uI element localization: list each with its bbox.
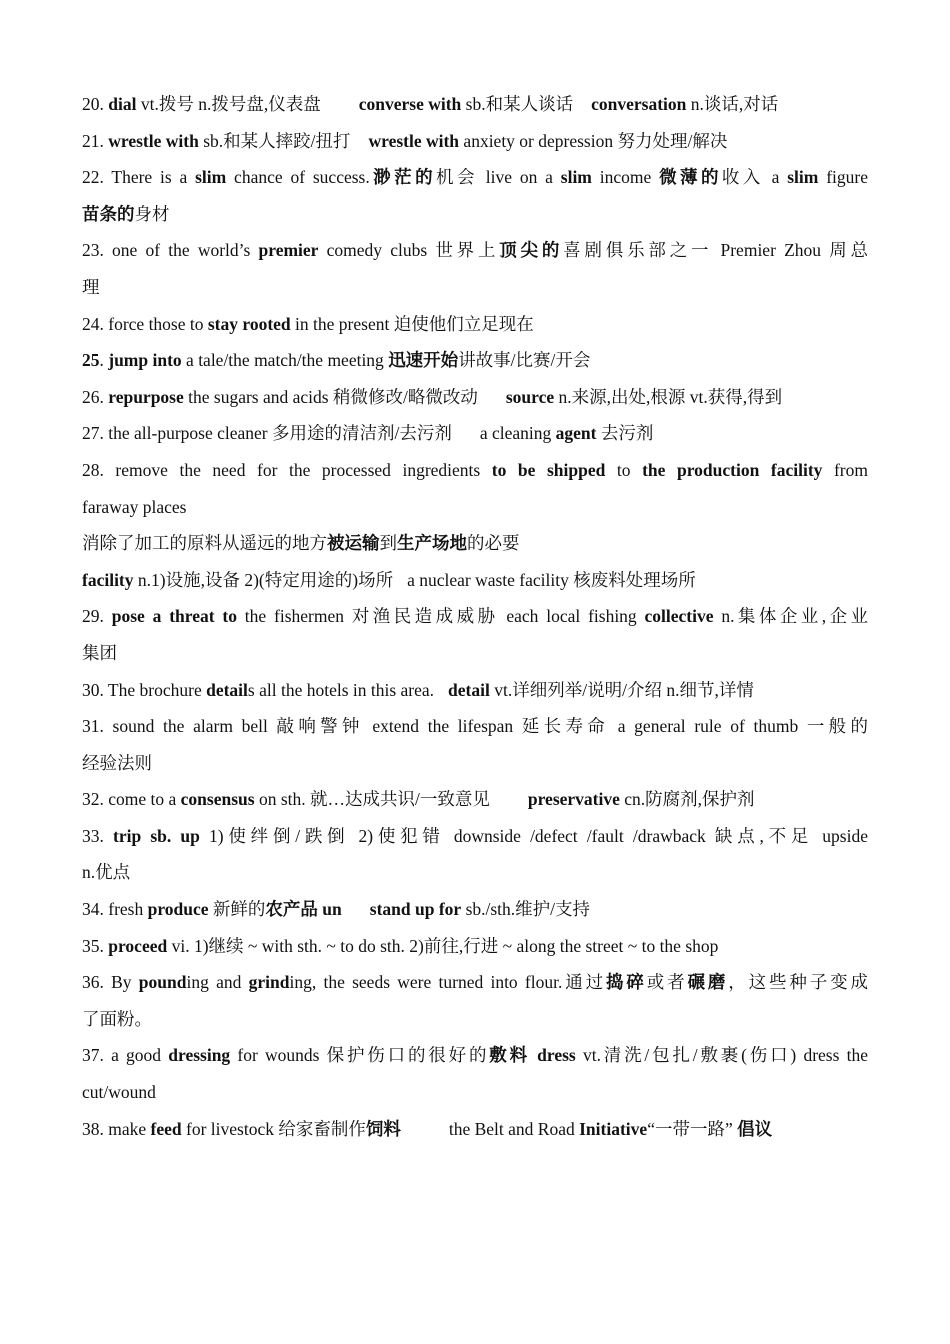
bold-term: the production facility (642, 459, 823, 480)
bold-term: detail (206, 679, 248, 700)
text-segment: 经验法则 (82, 752, 152, 773)
bold-term: to be shipped (491, 459, 606, 480)
text-segment: income (591, 167, 660, 188)
text-segment: 28. remove the need for the processed ingredients (82, 459, 492, 480)
text-segment: a tale/the match/the meeting (181, 350, 389, 371)
text-segment: a general rule of thumb 一般的 (617, 716, 868, 737)
text-segment: 29. (82, 606, 112, 627)
bold-term: slim (560, 167, 592, 188)
text-segment: 23. one of the world’s (82, 240, 259, 261)
bold-term: feed (150, 1118, 182, 1139)
text-segment: n.来源,出处,根源 vt.获得,得到 (554, 386, 783, 407)
text-line (82, 745, 868, 782)
text-segment: anxiety or depression 努力处理/解决 (459, 130, 728, 151)
bold-term: pose a threat to (111, 606, 237, 627)
text-line (82, 86, 868, 123)
text-segment: on sth. 就…达成共识/一致意见 (254, 789, 490, 810)
text-line (82, 342, 868, 379)
text-segment: 26. (82, 386, 109, 407)
text-line (82, 1074, 868, 1111)
text-segment: extend the lifespan 延长寿命 (372, 716, 618, 737)
bold-term: 25 (82, 350, 100, 371)
bold-term: stand up for (369, 899, 462, 920)
bold-term: pound (138, 972, 187, 993)
text-segment: ，这些种子变成 (728, 972, 868, 993)
text-segment: ing, the seeds were turned into flour.通过 (289, 972, 606, 993)
text-segment: sb.和某人谈话 (461, 94, 574, 114)
text-line (82, 1001, 868, 1038)
bold-term: 敷料 (489, 1045, 530, 1066)
bold-term: source (505, 386, 555, 407)
text-segment: 36. By (82, 972, 139, 993)
text-segment: 1)使绊倒/跌倒 2)使犯错 (199, 825, 454, 846)
text-segment: 24. force those to (82, 313, 208, 334)
bold-term: 微薄的 (659, 167, 722, 188)
bold-term: facility (82, 569, 134, 590)
text-line (82, 232, 868, 269)
bold-term: grind (248, 972, 290, 993)
text-line (82, 452, 868, 489)
text-segment: vt.拨号 n.拨号盘,仪表盘 (136, 94, 321, 114)
text-segment: s all the hotels in this area. (247, 679, 435, 700)
text-segment: 集团 (82, 642, 117, 663)
text-segment: vt.清洗/包扎/敷裹(伤口) dress the (575, 1045, 869, 1066)
text-segment: for livestock 给家畜制作 (181, 1118, 366, 1139)
text-segment: . (99, 350, 109, 371)
text-line (82, 891, 868, 928)
text-line (82, 1037, 868, 1074)
bold-term: collective (644, 606, 714, 627)
bold-term: consensus (180, 789, 255, 810)
text-segment: downside /defect /fault /drawback 缺点,不足 (453, 825, 823, 846)
text-segment: “一带一路” (647, 1118, 738, 1139)
bold-term: dress (537, 1045, 576, 1066)
bold-term: 碾磨 (687, 972, 729, 993)
text-segment: sb.和某人摔跤/扭打 (198, 130, 351, 151)
text-segment: a cleaning (479, 423, 556, 444)
text-segment: 消除了加工的原料从遥远的地方 (82, 533, 327, 554)
bold-term: 渺茫的 (369, 167, 437, 188)
text-segment: each local fishing (506, 606, 645, 627)
text-segment: vi. 1)继续 ~ with sth. ~ to do sth. 2)前往,行进 ~ along the street ~ to the shop (167, 935, 719, 956)
text-segment: 31. sound the alarm bell 敲响警钟 (82, 716, 373, 737)
text-segment: in the present 迫使他们立足现在 (290, 313, 534, 334)
text-segment: 机会 (436, 167, 486, 188)
text-line (82, 928, 868, 965)
text-segment: 或者 (646, 972, 688, 993)
text-segment: 收入 (721, 167, 772, 188)
bold-term: preservative (527, 789, 620, 810)
text-segment: n.集体企业,企业 (713, 606, 869, 627)
bold-term: conversation (591, 94, 687, 114)
text-segment: 21. (82, 130, 109, 151)
text-segment: 20. (82, 94, 109, 114)
text-segment: 27. the all-purpose cleaner 多用途的清洁剂/去污剂 (82, 423, 452, 444)
bold-term: Initiative (579, 1118, 648, 1139)
text-segment: 新鲜的 (208, 899, 266, 920)
text-segment: to (605, 459, 643, 480)
bold-term: 被运输 (327, 533, 380, 554)
text-segment: 讲故事/比赛/开会 (458, 350, 591, 371)
text-segment: the fishermen 对渔民造成威胁 (236, 606, 507, 627)
bold-term: slim (787, 167, 819, 188)
text-segment: 身材 (134, 203, 170, 224)
text-segment: the Belt and Road (448, 1118, 580, 1139)
text-segment: 37. a good (82, 1045, 169, 1066)
text-line (82, 781, 868, 818)
text-line (82, 269, 868, 306)
text-line (82, 525, 868, 562)
text-line (82, 379, 868, 416)
text-line (82, 964, 868, 1001)
bold-term: trip sb. up (113, 825, 200, 846)
text-segment: a nuclear waste facility 核废料处理场所 (407, 569, 696, 590)
text-segment: 35. (82, 935, 109, 956)
vocabulary-document (82, 86, 868, 1147)
text-segment: 32. come to a (82, 789, 181, 810)
bold-term: 迅速开始 (388, 350, 459, 371)
text-segment: n.谈话,对话 (686, 94, 779, 114)
bold-term: 农产品 un (265, 899, 342, 920)
text-line (82, 489, 868, 526)
bold-term: 饲料 (365, 1118, 401, 1139)
bold-term: 捣碎 (605, 972, 647, 993)
text-line (82, 159, 868, 196)
text-segment: 到 (379, 533, 397, 554)
text-segment: a (771, 167, 788, 188)
bold-term: 苗条的 (82, 203, 135, 224)
text-segment: cn.防腐剂,保护剂 (619, 789, 755, 810)
text-segment: figure (818, 167, 868, 188)
bold-term: jump into (108, 350, 182, 371)
text-segment: 喜剧俱乐部之一 (563, 240, 721, 261)
text-segment: 22. There is a (82, 167, 196, 188)
text-segment: the sugars and acids 稍微修改/略微改动 (183, 386, 478, 407)
text-segment: Premier Zhou 周总 (720, 240, 869, 261)
text-line (82, 306, 868, 343)
text-segment: for wounds 保护伤口的很好的 (230, 1045, 490, 1066)
text-line (82, 562, 868, 599)
bold-term: wrestle with (108, 130, 199, 151)
bold-term: wrestle with (368, 130, 460, 151)
bold-term: dial (108, 94, 137, 114)
text-segment: n.优点 (82, 862, 131, 883)
text-line (82, 1111, 868, 1148)
bold-term: dressing (168, 1045, 231, 1066)
text-line (82, 672, 868, 709)
text-segment: 33. (82, 825, 114, 846)
text-segment: comedy clubs 世界上 (318, 240, 500, 261)
bold-term: 倡议 (737, 1118, 773, 1139)
text-segment: live on a (485, 167, 561, 188)
bold-term: repurpose (108, 386, 184, 407)
text-segment: n.1)设施,设备 2)(特定用途的)场所 (133, 569, 394, 590)
text-segment: 去污剂 (596, 423, 654, 444)
text-segment: 34. fresh (82, 899, 148, 920)
text-segment: 理 (82, 276, 100, 297)
bold-term: detail (448, 679, 490, 700)
bold-term: proceed (108, 935, 168, 956)
text-segment: cut/wound (82, 1082, 156, 1103)
text-segment: from (822, 459, 868, 480)
text-segment: 30. The brochure (82, 679, 207, 700)
bold-term: 顶尖的 (499, 240, 564, 261)
text-line (82, 415, 868, 452)
bold-term: produce (147, 899, 209, 920)
text-line (82, 708, 868, 745)
text-line (82, 635, 868, 672)
bold-term: 生产场地 (397, 533, 467, 554)
text-segment: 38. make (82, 1118, 151, 1139)
text-line (82, 196, 868, 233)
text-segment: 的必要 (467, 533, 520, 554)
bold-term: agent (555, 423, 597, 444)
bold-term: converse with (358, 94, 462, 114)
text-line (82, 818, 868, 855)
text-line (82, 854, 868, 891)
bold-term: premier (258, 240, 319, 261)
text-segment: vt.详细列举/说明/介绍 n.细节,详情 (489, 679, 754, 700)
text-line (82, 123, 868, 160)
text-line (82, 598, 868, 635)
bold-term: slim (195, 167, 227, 188)
text-segment: ing and (186, 972, 249, 993)
text-segment: faraway places (82, 496, 187, 517)
text-segment: chance of success. (226, 167, 370, 188)
text-segment: 了面粉。 (82, 1008, 152, 1029)
text-segment: upside (822, 825, 868, 846)
text-segment: sb./sth.维护/支持 (461, 899, 591, 920)
bold-term: stay rooted (207, 313, 291, 334)
